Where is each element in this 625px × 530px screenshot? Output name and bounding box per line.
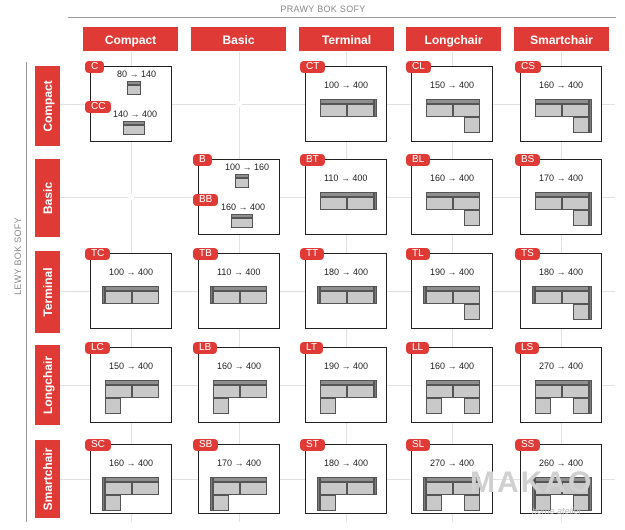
sofa-seg [240,291,267,304]
row-header-terminal [35,251,60,333]
sofa-seg [535,197,562,210]
variant-code-badge: TC [85,248,110,260]
row-header-label: Longchair [40,355,55,415]
sofa-seg [573,210,589,226]
sofa-seg [132,482,159,495]
variant-code-badge: BL [406,154,430,166]
size-range-label: 160 → 400 [221,202,266,212]
size-range-label: 170 → 400 [539,173,584,183]
column-header-smartchair: Smartchair [514,27,609,51]
size-range-label: 160 → 400 [109,458,154,468]
sofa-diagram [209,286,271,326]
size-range-label: 190 → 400 [430,267,475,277]
sofa-diagram [235,174,255,190]
sofa-seg [347,482,374,495]
sofa-seg [453,197,480,210]
sofa-seg [535,398,551,414]
sofa-diagram [422,192,484,232]
sofa-seg [132,385,159,398]
sofa-arm [374,477,377,495]
size-range-label: 160 → 400 [217,361,262,371]
column-header-terminal: Terminal [299,27,394,51]
matrix-cell[interactable] [520,342,602,423]
sofa-seg [105,495,121,511]
matrix-cell[interactable] [198,248,280,329]
matrix-cell[interactable] [90,248,172,329]
sofa-seg [235,178,249,188]
matrix-cell[interactable] [90,342,172,423]
matrix-cell[interactable] [305,342,387,423]
sofa-seg [320,495,336,511]
sofa-seg [464,210,480,226]
sofa-arm [210,477,213,511]
sofa-seg [453,291,480,304]
variant-code-badge: LS [515,342,539,354]
sofa-diagram [316,380,378,420]
sofa-seg [320,398,336,414]
variant-code-badge: TL [406,248,430,260]
size-range-label: 180 → 400 [539,267,584,277]
sofa-diagram [422,380,484,420]
sofa-seg [320,482,347,495]
variant-code-badge: BS [515,154,540,166]
sofa-arm [589,192,592,226]
size-range-label: 160 → 400 [430,173,475,183]
variant-code-badge: TB [193,248,218,260]
sofa-seg [426,104,453,117]
matrix-cell[interactable] [198,342,280,423]
sofa-diagram [316,477,378,517]
variant-code-badge: LB [193,342,217,354]
sofa-arm [102,477,105,511]
axis-top-line [68,17,616,18]
matrix-cell[interactable] [90,439,172,514]
column-header-basic: Basic [191,27,286,51]
sofa-diagram [531,192,593,232]
variant-code-badge: C [85,61,104,73]
variant-code-badge: TT [300,248,324,260]
size-range-label: 150 → 400 [109,361,154,371]
sofa-arm [589,99,592,133]
sofa-diagram [531,99,593,139]
sofa-seg [426,495,442,511]
sofa-seg [213,495,229,511]
matrix-cell[interactable] [411,154,493,235]
row-header-compact [35,66,60,146]
sofa-arm [317,286,320,304]
sofa-arm [102,286,105,304]
size-range-label: 110 → 400 [324,173,368,183]
matrix-cell[interactable] [305,154,387,235]
matrix-cell[interactable] [520,154,602,235]
size-range-label: 170 → 400 [217,458,262,468]
sofa-diagram [101,286,163,326]
sofa-seg [105,291,132,304]
sofa-seg [105,482,132,495]
sofa-diagram [316,99,378,139]
sofa-diagram [531,286,593,326]
sofa-seg [573,398,589,414]
sofa-diagram [123,121,143,137]
sofa-arm [423,286,426,304]
size-range-label: 180 → 400 [324,458,369,468]
variant-code-badge: SB [193,439,218,451]
axis-left-line [26,62,27,522]
sofa-seg [127,85,141,95]
matrix-cell[interactable] [90,61,172,142]
watermark-logo [470,466,615,522]
variant-code-badge: CS [515,61,541,73]
sofa-arm [423,477,426,511]
sofa-seg [240,385,267,398]
variant-code-badge: BB [193,194,218,206]
variant-code-badge: CL [406,61,431,73]
sofa-seg [132,291,159,304]
matrix-cell[interactable] [198,439,280,514]
sofa-seg [320,385,347,398]
sofa-diagram [422,99,484,139]
row-header-label: Compact [40,80,55,132]
size-range-label: 100 → 400 [109,267,154,277]
axis-top-label: PRAWY BOK SOFY [280,4,366,14]
sofa-seg [213,398,229,414]
variant-code-badge: SC [85,439,111,451]
sofa-arm [317,477,320,511]
sofa-seg [453,104,480,117]
sofa-diagram [101,477,163,517]
size-range-label: 100 → 160 [225,162,270,172]
row-header-label: Smartchair [40,447,55,511]
sofa-arm [374,99,377,117]
sofa-diagram [209,477,271,517]
sofa-seg [213,482,240,495]
sofa-diagram [531,380,593,420]
sofa-seg [562,197,589,210]
row-header-label: Terminal [40,267,55,317]
axis-left-label: LEWY BOK SOFY [13,217,23,295]
sofa-arm [210,286,213,304]
sofa-arm [532,286,535,304]
sofa-seg [105,385,132,398]
variant-code-badge: B [193,154,212,166]
sofa-arm [374,380,377,398]
sofa-seg [347,197,374,210]
sofa-diagram [316,192,378,232]
column-header-longchair: Longchair [406,27,501,51]
sofa-arm [589,286,592,320]
variant-code-badge: LC [85,342,110,354]
variant-code-badge: CT [300,61,325,73]
sofa-seg [535,291,562,304]
sofa-seg [464,117,480,133]
variant-code-badge: TS [515,248,540,260]
size-range-label: 150 → 400 [430,80,475,90]
matrix-cell-empty [90,159,172,235]
size-range-label: 270 → 400 [430,458,475,468]
matrix-cell[interactable] [520,248,602,329]
sofa-arm [374,192,377,210]
sofa-diagram [316,286,378,326]
sofa-arm [589,380,592,414]
sofa-seg [320,104,347,117]
sofa-diagram [209,380,271,420]
sofa-seg [213,291,240,304]
row-header-label: Basic [40,181,55,215]
size-range-label: 140 → 400 [113,109,158,119]
variant-code-badge: SL [406,439,430,451]
variant-code-badge: CC [85,101,111,113]
row-header-longchair [35,345,60,425]
sofa-arm [374,286,377,304]
variant-code-badge: SS [515,439,540,451]
sofa-seg [573,117,589,133]
matrix-cell[interactable] [411,248,493,329]
sofa-diagram [231,214,251,230]
matrix-cell[interactable] [520,61,602,142]
row-header-basic [35,159,60,237]
sofa-seg [535,385,562,398]
sofa-diagram [101,380,163,420]
variant-code-badge: LT [300,342,323,354]
size-range-label: 270 → 400 [539,361,584,371]
size-range-label: 180 → 400 [324,267,369,277]
sofa-seg [320,197,347,210]
sofa-seg [231,218,253,228]
matrix-cell[interactable] [305,248,387,329]
watermark-subtitle: home atelier [532,506,582,516]
matrix-cell[interactable] [305,61,387,142]
sofa-seg [426,385,453,398]
sofa-diagram [422,286,484,326]
sofa-seg [573,304,589,320]
sofa-seg [240,482,267,495]
sofa-seg [123,125,145,135]
sofa-seg [562,385,589,398]
sofa-seg [320,291,347,304]
sofa-seg [464,398,480,414]
sofa-seg [426,482,453,495]
sofa-seg [347,291,374,304]
sofa-seg [453,385,480,398]
matrix-cell[interactable] [198,154,280,235]
size-range-label: 190 → 400 [324,361,369,371]
sofa-seg [426,197,453,210]
sofa-diagram [127,81,147,97]
sofa-seg [426,291,453,304]
sofa-seg [426,398,442,414]
size-range-label: 110 → 400 [217,267,261,277]
variant-code-badge: ST [300,439,325,451]
sofa-seg [347,104,374,117]
matrix-cell-empty [198,66,280,142]
watermark-logo-text: MAKAO [470,466,594,499]
size-range-label: 100 → 400 [324,80,369,90]
size-range-label: 80 → 140 [117,69,157,79]
sofa-seg [464,304,480,320]
sofa-seg [213,385,240,398]
sofa-seg [347,385,374,398]
variant-code-badge: LL [406,342,429,354]
matrix-cell[interactable] [305,439,387,514]
size-range-label: 160 → 400 [539,80,584,90]
sofa-seg [562,104,589,117]
column-header-compact: Compact [83,27,178,51]
matrix-cell[interactable] [411,61,493,142]
size-range-label: 260 → 400 [539,458,584,468]
sofa-seg [562,291,589,304]
variant-code-badge: BT [300,154,325,166]
sofa-seg [105,398,121,414]
sofa-seg [535,104,562,117]
size-range-label: 160 → 400 [430,361,475,371]
matrix-cell[interactable] [411,342,493,423]
row-header-smartchair [35,440,60,518]
